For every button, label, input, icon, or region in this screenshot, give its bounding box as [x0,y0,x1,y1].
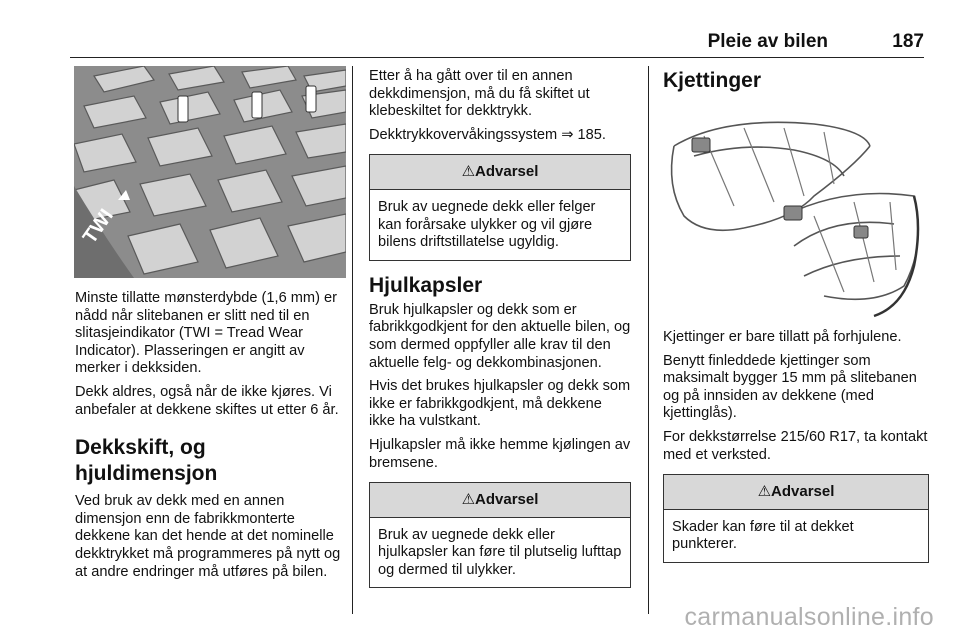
column-1 [75,290,347,587]
warning-triangle-icon: ⚠ [757,483,772,501]
section-heading: Hjulkapsler [369,273,483,297]
paragraph: Etter å ha gått over til en annen dekkdimensjon, må du få skiftet ut klebeskiltet for dekktrykk. [369,68,590,120]
header-rule [70,57,924,58]
warning-triangle-icon: ⚠ [461,163,476,181]
warning-box [369,482,631,588]
paragraph: Bruk hjulkapsler og dekk som er fabrikkgodkjent for den aktuelle bilen, og som dermed oppfyller alle krav til den aktuelle felg- og dekkombinasjonen. [369,301,631,371]
warning-header [370,483,630,518]
column-divider [648,66,649,614]
column-divider [352,66,353,614]
paragraph: Minste tillatte mønsterdybde (1,6 mm) er nådd når slitebanen er slitt ned til en slitasjeindikator (TWI = Tread Wear Indicator). Plasseringen er angitt av merker i dekksiden. [75,290,337,377]
warning-box [663,474,929,563]
warning-text: Bruk av uegnede dekk eller felger kan forårsake ulykker og vil gjøre bilens driftstillatelse ugyldig. [378,198,596,251]
section-heading: Kjettinger [663,69,762,92]
warning-title: Advarsel [475,163,539,181]
page-header-title: Pleie av bilen [707,31,828,52]
page-number: 187 [892,31,924,52]
paragraph: Dekk aldres, også når de ikke kjøres. Vi anbefaler at dekkene skiftes ut etter 6 år. [75,383,339,418]
warning-title: Advarsel [771,483,835,501]
tire-tread-illustration [74,66,346,278]
warning-text: Bruk av uegnede dekk eller hjulkapsler kan føre til plutselig lufttap og dermed til ulykker. [378,526,622,578]
paragraph: Hjulkapsler må ikke hemme kjølingen av bremsene. [369,436,631,471]
warning-header [370,155,630,190]
twi-label: TWI [78,205,118,248]
warning-triangle-icon: ⚠ [461,491,476,509]
warning-text: Skader kan føre til at dekket punkterer. [672,518,854,553]
warning-header [664,475,928,510]
paragraph: Hvis det brukes hjulkapsler og dekk som ikke er fabrikkgodkjent, må dekkene ikke ha vulstkant. [369,378,631,430]
paragraph: Dekktrykkovervåkingssystem ⇒ 185. [369,126,606,143]
snow-chains-illustration [664,106,926,318]
warning-title: Advarsel [475,491,539,509]
column-2 [369,68,631,600]
watermark: carmanualsonline.info [684,603,934,631]
warning-box [369,154,631,260]
column-3-body [663,329,929,575]
paragraph: For dekkstørrelse 215/60 R17, ta kontakt med et verksted. [663,428,928,463]
section-heading: Dekkskift, og hjuldimensjon [75,436,218,486]
paragraph: Kjettinger er bare tillatt på forhjulene. [663,329,902,345]
column-3 [663,68,925,94]
paragraph: Ved bruk av dekk med en annen dimensjon enn de fabrikkmonterte dekkene kan det hende at det nominelle dekktrykket må programmeres på nytt og at andre endringer må utføres på bilen. [75,493,341,580]
paragraph: Benytt finleddede kjettinger som maksimalt bygger 15 mm på slitebanen og på innsiden av dekkene (med kjettinglås). [663,352,917,422]
